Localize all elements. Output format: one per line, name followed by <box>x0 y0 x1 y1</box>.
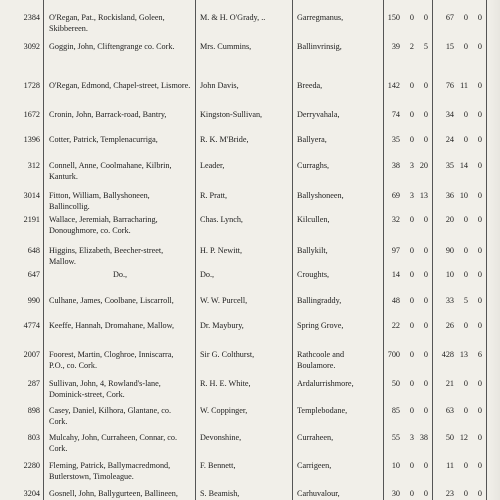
rent-shillings: 0 <box>463 110 468 119</box>
holding-townland: Breeda, <box>297 81 323 90</box>
acres: 50 <box>391 379 400 388</box>
rent-shillings: 0 <box>463 135 468 144</box>
rent-pence: 0 <box>477 42 482 51</box>
rent-pence: 0 <box>477 321 482 330</box>
perches: 0 <box>423 296 428 305</box>
acres: 700 <box>387 350 400 359</box>
register-number: 1396 <box>23 135 40 144</box>
roods: 0 <box>409 135 414 144</box>
rent-shillings: 12 <box>459 433 468 442</box>
landlord-agent: Mrs. Cummins, <box>200 42 252 51</box>
register-number: 2280 <box>23 461 40 470</box>
rent-pounds: 23 <box>445 489 454 498</box>
roods: 0 <box>409 321 414 330</box>
acres: 150 <box>387 13 400 22</box>
rent-shillings: 11 <box>460 81 468 90</box>
holding-townland: Garregmanus, <box>297 13 344 22</box>
register-number: 1728 <box>23 81 40 90</box>
register-number: 648 <box>27 246 40 255</box>
rent-pence: 0 <box>477 215 482 224</box>
rent-shillings: 13 <box>459 350 468 359</box>
rent-shillings: 14 <box>459 161 468 170</box>
register-number: 990 <box>27 296 40 305</box>
roods: 0 <box>409 81 414 90</box>
perches: 38 <box>419 433 428 442</box>
rent-pounds: 15 <box>445 42 454 51</box>
tenant-name-address: Goggin, John, Cliftengrange co. Cork. <box>49 42 175 51</box>
perches: 13 <box>419 191 428 200</box>
perches: 0 <box>423 215 428 224</box>
rent-pounds: 63 <box>445 406 454 415</box>
column-rule <box>43 0 44 500</box>
landlord-agent: Dr. Maybury, <box>200 321 244 330</box>
holding-townland: Ballyera, <box>297 135 327 144</box>
landlord-agent: Leader, <box>200 161 225 170</box>
rent-shillings: 5 <box>463 296 468 305</box>
landlord-agent: S. Beamish, <box>200 489 240 498</box>
holding-townland: Ballinvrinsig, <box>297 42 342 51</box>
roods: 0 <box>409 110 414 119</box>
acres: 35 <box>391 135 400 144</box>
roods: 2 <box>409 42 414 51</box>
register-number: 312 <box>27 161 40 170</box>
rent-pence: 0 <box>477 433 482 442</box>
holding-townland: Ardalurrishmore, <box>297 379 354 388</box>
rent-pence: 0 <box>477 379 482 388</box>
perches: 0 <box>423 110 428 119</box>
column-rule <box>195 0 196 500</box>
roods: 3 <box>409 191 414 200</box>
roods: 0 <box>409 270 414 279</box>
rent-shillings: 10 <box>459 191 468 200</box>
landlord-agent: R. K. M'Bride, <box>200 135 249 144</box>
tenant-name-address: Fitton, William, Ballyshoneen, Ballincollig. <box>49 191 150 211</box>
acres: 97 <box>391 246 400 255</box>
rent-pence: 0 <box>477 161 482 170</box>
roods: 0 <box>409 489 414 498</box>
rent-pence: 0 <box>477 406 482 415</box>
rent-pounds: 10 <box>445 270 454 279</box>
register-number: 2384 <box>23 13 40 22</box>
holding-townland: Carhuvalour, <box>297 489 340 498</box>
holding-townland: Curraheen, <box>297 433 334 442</box>
tenant-name-address: Fleming, Patrick, Ballymacredmond, Butlerstown, Timoleague. <box>49 461 171 481</box>
acres: 38 <box>391 161 400 170</box>
rent-pounds: 50 <box>445 433 454 442</box>
acres: 55 <box>391 433 400 442</box>
rent-pence: 0 <box>477 296 482 305</box>
rent-pounds: 33 <box>445 296 454 305</box>
perches: 0 <box>423 135 428 144</box>
acres: 69 <box>391 191 400 200</box>
holding-townland: Curraghs, <box>297 161 330 170</box>
roods: 3 <box>409 433 414 442</box>
register-number: 287 <box>27 379 40 388</box>
tenant-name-address: Foorest, Martin, Cloghroe, Inniscarra, P.O., co. Cork. <box>49 350 174 370</box>
rent-pence: 0 <box>477 191 482 200</box>
register-number: 898 <box>27 406 40 415</box>
acres: 39 <box>391 42 400 51</box>
rent-pence: 0 <box>477 13 482 22</box>
landlord-agent: M. & H. O'Grady, .. <box>200 13 266 22</box>
landlord-agent: W. Coppinger, <box>200 406 248 415</box>
roods: 0 <box>409 246 414 255</box>
register-number: 2191 <box>23 215 40 224</box>
rent-pounds: 34 <box>445 110 454 119</box>
holding-townland: Croughts, <box>297 270 330 279</box>
rent-shillings: 0 <box>463 489 468 498</box>
roods: 0 <box>409 379 414 388</box>
landlord-agent: Chas. Lynch, <box>200 215 243 224</box>
tenant-name-address: Do., <box>112 270 128 279</box>
landlord-agent: Sir G. Colthurst, <box>200 350 255 359</box>
register-number: 3204 <box>23 489 40 498</box>
acres: 14 <box>391 270 400 279</box>
rent-pence: 0 <box>477 81 482 90</box>
roods: 0 <box>409 406 414 415</box>
rent-pounds: 26 <box>445 321 454 330</box>
rent-shillings: 0 <box>463 406 468 415</box>
column-rule <box>432 0 433 500</box>
rent-shillings: 0 <box>463 246 468 255</box>
perches: 0 <box>423 489 428 498</box>
landlord-agent: John Davis, <box>200 81 239 90</box>
rent-pounds: 428 <box>441 350 454 359</box>
holding-townland: Ballykilt, <box>297 246 328 255</box>
tenant-name-address: Connell, Anne, Coolmahane, Kilbrin, Kanturk. <box>49 161 172 181</box>
holding-townland: Templebodane, <box>297 406 348 415</box>
acres: 30 <box>391 489 400 498</box>
rent-shillings: 0 <box>463 270 468 279</box>
rent-pence: 0 <box>477 246 482 255</box>
tenant-name-address: Keeffe, Hannah, Dromahane, Mallow, <box>49 321 175 330</box>
register-number: 647 <box>27 270 40 279</box>
rent-shillings: 0 <box>463 321 468 330</box>
rent-shillings: 0 <box>463 461 468 470</box>
acres: 74 <box>391 110 400 119</box>
column-rule <box>383 0 384 500</box>
register-number: 3014 <box>23 191 40 200</box>
perches: 20 <box>419 161 428 170</box>
landlord-agent: Devonshine, <box>200 433 242 442</box>
tenant-name-address: Cotter, Patrick, Templenacurriga, <box>49 135 158 144</box>
landlord-agent: H. P. Newitt, <box>200 246 243 255</box>
landlord-agent: F. Bennett, <box>200 461 236 470</box>
acres: 48 <box>391 296 400 305</box>
tenant-name-address: O'Regan, Edmond, Chapel-street, Lismore. <box>49 81 191 90</box>
perches: 0 <box>423 350 428 359</box>
rent-pounds: 21 <box>445 379 454 388</box>
perches: 0 <box>423 81 428 90</box>
rent-shillings: 0 <box>463 42 468 51</box>
acres: 142 <box>387 81 400 90</box>
rent-pounds: 35 <box>445 161 454 170</box>
rent-pounds: 24 <box>445 135 454 144</box>
roods: 0 <box>409 215 414 224</box>
perches: 0 <box>423 13 428 22</box>
roods: 0 <box>409 461 414 470</box>
acres: 10 <box>391 461 400 470</box>
roods: 0 <box>409 296 414 305</box>
landlord-agent: W. W. Purcell, <box>200 296 248 305</box>
holding-townland: Derryvahala, <box>297 110 340 119</box>
perches: 0 <box>423 321 428 330</box>
tenant-name-address: Higgins, Elizabeth, Beecher-street, Mallow. <box>49 246 164 266</box>
tenant-name-address: Wallace, Jeremiah, Barracharing, Donoughmore, co. Cork. <box>49 215 158 235</box>
column-rule <box>486 0 487 500</box>
holding-townland: Rathcoole and Boulamore. <box>297 350 345 370</box>
tenant-name-address: O'Regan, Pat., Rockisland, Goleen, Skibbereen. <box>49 13 165 33</box>
holding-townland: Carrigeen, <box>297 461 332 470</box>
tenant-name-address: Gosnell, John, Ballygurteen, Ballineen, <box>49 489 178 498</box>
rent-pence: 0 <box>477 489 482 498</box>
landlord-agent: R. H. E. White, <box>200 379 251 388</box>
rent-pence: 6 <box>477 350 482 359</box>
rent-pounds: 11 <box>446 461 454 470</box>
acres: 32 <box>391 215 400 224</box>
rent-pounds: 20 <box>445 215 454 224</box>
tenant-name-address: Culhane, James, Coolbane, Liscarroll, <box>49 296 174 305</box>
perches: 0 <box>423 270 428 279</box>
roods: 0 <box>409 13 414 22</box>
rent-pence: 0 <box>477 270 482 279</box>
roods: 0 <box>409 350 414 359</box>
rent-pounds: 90 <box>445 246 454 255</box>
perches: 0 <box>423 406 428 415</box>
perches: 5 <box>423 42 428 51</box>
rent-pounds: 76 <box>445 81 454 90</box>
register-number: 1672 <box>23 110 40 119</box>
acres: 85 <box>391 406 400 415</box>
holding-townland: Ballyshoneen, <box>297 191 344 200</box>
rent-pence: 0 <box>477 461 482 470</box>
tenant-name-address: Cronin, John, Barrack-road, Bantry, <box>49 110 167 119</box>
register-number: 803 <box>27 433 40 442</box>
holding-townland: Spring Grove, <box>297 321 344 330</box>
rent-shillings: 0 <box>463 215 468 224</box>
column-rule <box>292 0 293 500</box>
holding-townland: Ballingraddy, <box>297 296 342 305</box>
tenant-name-address: Sullivan, John, 4, Rowland's-lane, Dominick-street, Cork. <box>49 379 161 399</box>
holding-townland: Kilcullen, <box>297 215 330 224</box>
register-number: 4774 <box>23 321 40 330</box>
landlord-agent: Do., <box>200 270 215 279</box>
rent-shillings: 0 <box>463 379 468 388</box>
register-number: 3092 <box>23 42 40 51</box>
rent-pounds: 36 <box>445 191 454 200</box>
tenant-name-address: Casey, Daniel, Kilhora, Glantane, co. Cork. <box>49 406 172 426</box>
perches: 0 <box>423 461 428 470</box>
rent-shillings: 0 <box>463 13 468 22</box>
acres: 22 <box>391 321 400 330</box>
rent-pence: 0 <box>477 110 482 119</box>
rent-pence: 0 <box>477 135 482 144</box>
perches: 0 <box>423 246 428 255</box>
bleed-through-margin <box>488 0 500 500</box>
roods: 3 <box>409 161 414 170</box>
rent-pounds: 67 <box>445 13 454 22</box>
tenant-name-address: Mulcahy, John, Curraheen, Connar, co. Cork. <box>49 433 178 453</box>
landlord-agent: Kingston-Sullivan, <box>200 110 263 119</box>
landlord-agent: R. Pratt, <box>200 191 228 200</box>
register-number: 2007 <box>23 350 40 359</box>
perches: 0 <box>423 379 428 388</box>
